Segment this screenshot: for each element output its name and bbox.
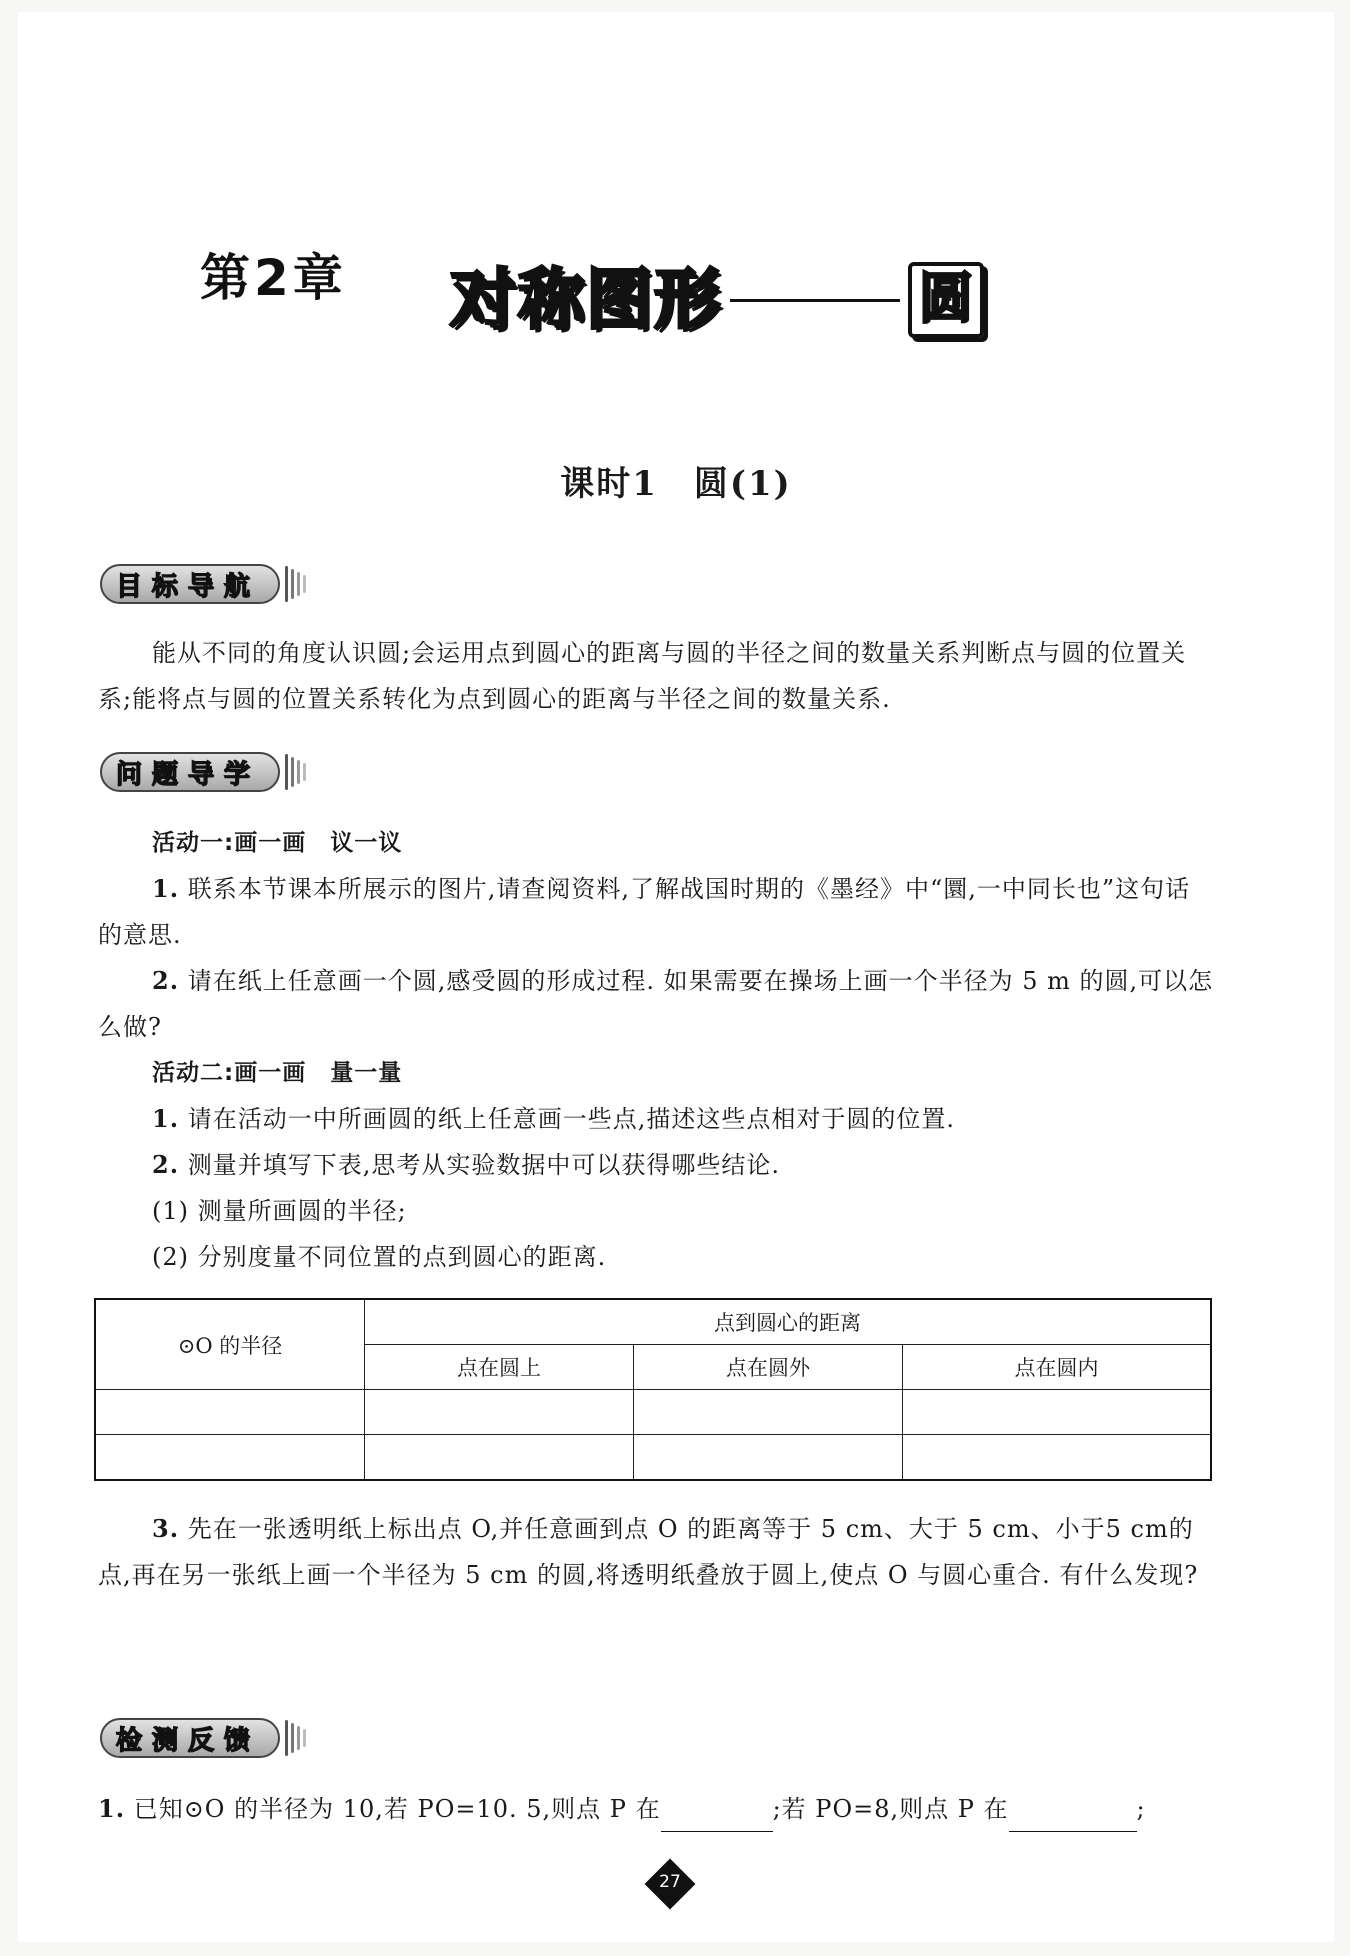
table-cell-blank[interactable] [634, 1435, 903, 1481]
section-badge-goals [100, 564, 306, 604]
page [18, 12, 1334, 1942]
table-cell-blank[interactable] [365, 1435, 634, 1481]
chapter-number: 第2章 [200, 249, 347, 307]
table-row [95, 1390, 1211, 1435]
chapter-title-glyph: 形 [654, 261, 720, 338]
table-cell-blank[interactable] [365, 1390, 634, 1435]
activity2-sub1: (1) 测量所画圆的半径; [152, 1197, 407, 1225]
badge-stripes-decoration [282, 1720, 306, 1756]
table-subheader-inside: 点在圆内 [903, 1345, 1212, 1390]
activity1-title: 活动一:画一画 议一议 [152, 830, 403, 856]
page-number [646, 1860, 694, 1908]
table-subheader-outside: 点在圆外 [634, 1345, 903, 1390]
table-cell-blank[interactable] [95, 1435, 365, 1481]
activity2-title: 活动二:画一画 量一量 [152, 1060, 403, 1086]
section-badge-guide [100, 752, 306, 792]
section-badge-label: 问题导学 [100, 752, 280, 792]
table-header-distance: 点到圆心的距离 [365, 1299, 1212, 1345]
table-cell-blank[interactable] [903, 1435, 1212, 1481]
item-text: 请在活动一中所画圆的纸上任意画一些点,描述这些点相对于圆的位置. [187, 1105, 955, 1133]
table-subheader-on-circle: 点在圆上 [365, 1345, 634, 1390]
q1-text-part2: ;若 PO=8,则点 P 在 [772, 1795, 1009, 1823]
item-number: 3. [152, 1514, 180, 1543]
item-text: 联系本节课本所展示的图片,请查阅资料,了解战国时期的《墨经》中“圜,一中同长也”这句话的意思. [98, 875, 1191, 949]
item-number: 1. [152, 1104, 180, 1133]
chapter-title-glyph: 称 [518, 261, 584, 338]
q1-text-part1: 已知⊙O 的半径为 10,若 PO=10. 5,则点 P 在 [133, 1795, 661, 1823]
activity1-item2 [98, 958, 1214, 1050]
table-cell-blank[interactable] [634, 1390, 903, 1435]
item-number: 2. [152, 1150, 180, 1179]
goals-text: 能从不同的角度认识圆;会运用点到圆心的距离与圆的半径之间的数量关系判断点与圆的位置关系;能将点与圆的位置关系转化为点到圆心的距离与半径之间的数量关系. [98, 639, 1187, 713]
answer-blank[interactable] [661, 1801, 773, 1832]
table-cell-blank[interactable] [95, 1390, 365, 1435]
activity2-sub2: (2) 分别度量不同位置的点到圆心的距离. [152, 1243, 607, 1271]
answer-blank[interactable] [1009, 1801, 1137, 1832]
table-row [95, 1435, 1211, 1481]
item-number: 1. [98, 1794, 126, 1823]
item-text: 先在一张透明纸上标出点 O,并任意画到点 O 的距离等于 5 cm、大于 5 cm、小于5 cm的点,再在另一张纸上画一个半径为 5 cm 的圆,将透明纸叠放于圆上,使点 O 与圆心重合. 有什么发现? [98, 1515, 1199, 1589]
chapter-title-dash [730, 299, 900, 302]
page-number-text: 27 [659, 1872, 681, 1892]
lesson-title: 课时1 圆(1) [560, 464, 792, 504]
section-badge-label: 检测反馈 [100, 1718, 280, 1758]
item-text: 请在纸上任意画一个圆,感受圆的形成过程. 如果需要在操场上画一个半径为 5 m 的圆,可以怎么做? [98, 967, 1214, 1041]
chapter-title [450, 260, 984, 340]
badge-stripes-decoration [282, 754, 306, 790]
measurement-table [94, 1298, 1212, 1481]
badge-stripes-decoration [282, 566, 306, 602]
section-badge-feedback [100, 1718, 306, 1758]
activity1-item1 [98, 866, 1214, 958]
chapter-title-glyph: 图 [586, 261, 652, 338]
item-number: 1. [152, 874, 180, 903]
item-number: 2. [152, 966, 180, 995]
activity2-item1 [152, 1096, 955, 1142]
table-cell-blank[interactable] [903, 1390, 1212, 1435]
q1-text-end: ; [1136, 1795, 1146, 1823]
table-header-radius: ⊙O 的半径 [95, 1299, 365, 1390]
feedback-q1 [98, 1786, 1146, 1832]
activity2-item2 [152, 1142, 780, 1188]
item-text: 测量并填写下表,思考从实验数据中可以获得哪些结论. [187, 1151, 780, 1179]
activity2-item3 [98, 1506, 1214, 1598]
chapter-title-glyph: 对 [450, 261, 516, 338]
section-badge-label: 目标导航 [100, 564, 280, 604]
chapter-title-tail: 圆 [908, 262, 984, 338]
